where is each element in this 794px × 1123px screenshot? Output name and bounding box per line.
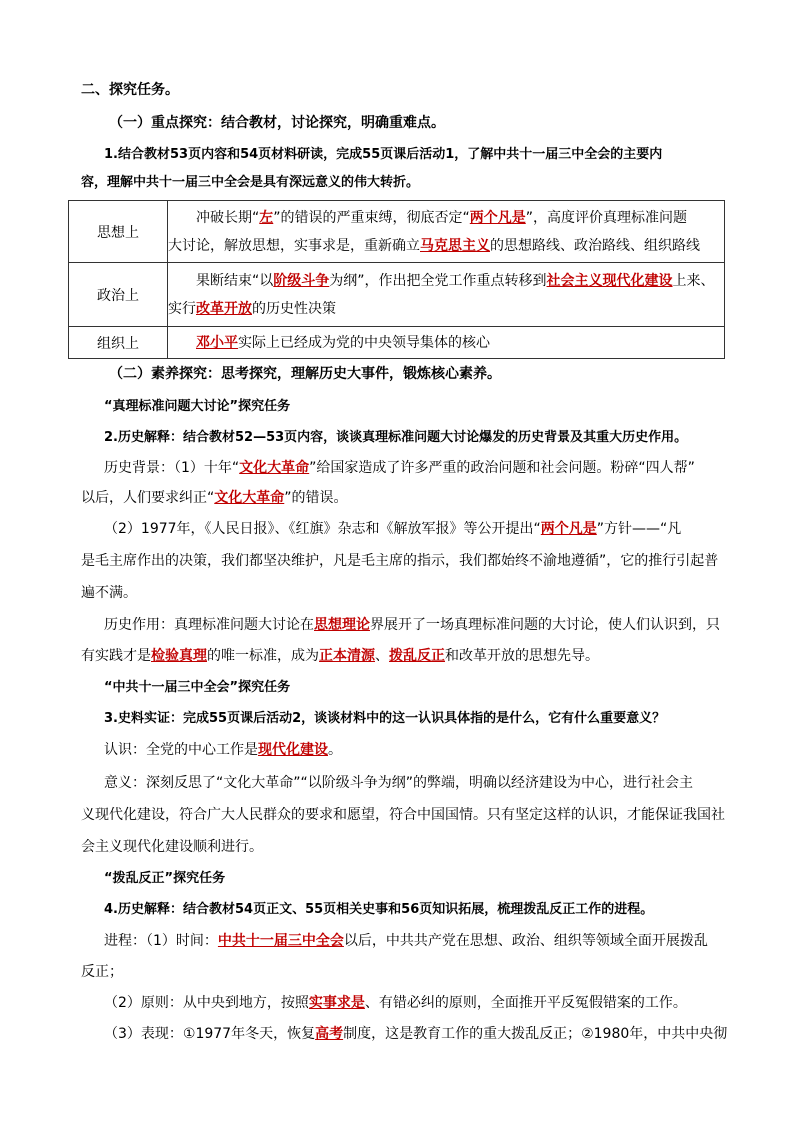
keyword: 两个凡是 (469, 209, 526, 226)
q4-title: 4.历史解释：结合教材54页正文、55页相关史事和56页知识拓展，梳理拨乱反正工作的进程。 (104, 902, 654, 917)
keyword: 拨乱反正 (389, 648, 445, 664)
q2-point2-line2: 是毛主席作出的决策，我们都坚决维护，凡是毛主席的指示，我们都始终不渝地遵循”，它的推行引起普 (81, 553, 719, 569)
row-content: 冲破长期“左”的错误的严重束缚，彻底否定“两个凡是”，高度评价真理标准问题 大讨论，解放思想，实事求是，重新确立马克思主义的思想路线、政治路线、组织路线 (168, 201, 725, 263)
task3-title: “拨乱反正”探究任务 (104, 871, 226, 886)
keyword: 正本清源 (319, 648, 375, 664)
keyword: 现代化建设 (258, 742, 328, 758)
q2-background-line1: 历史背景：（1）十年“文化大革命”给国家造成了许多严重的政治问题和社会问题。粉碎“四人帮” (104, 460, 695, 476)
q2-background-line2: 以后，人们要求纠正“文化大革命”的错误。 (81, 490, 348, 506)
q1-line1: 1.结合教材53页内容和54页材料研读，完成55页课后活动1，了解中共十一届三中全会的主要内 (104, 147, 663, 162)
q3-recognition: 认识：全党的中心工作是现代化建设。 (104, 742, 342, 758)
q2-effect-line2: 有实践才是检验真理的唯一标准，成为正本清源、拨乱反正和改革开放的思想先导。 (81, 648, 599, 664)
keyword: 文化大革命 (214, 490, 285, 506)
row-label: 组织上 (69, 327, 168, 359)
keyword: 改革开放 (196, 300, 252, 317)
table-row (69, 263, 725, 327)
part2-title: （二）素养探究：思考探究，理解历史大事件，锻炼核心素养。 (109, 366, 501, 382)
summary-table (68, 200, 725, 359)
keyword: 两个凡是 (540, 521, 597, 537)
q4-manifestation: （3）表现：①1977年冬天，恢复高考制度，这是教育工作的重大拨乱反正；②1980年，中共中央彻 (104, 1026, 728, 1042)
row-label: 思想上 (69, 201, 168, 263)
keyword: 思想理论 (314, 617, 370, 633)
row-label: 政治上 (69, 263, 168, 327)
row-content: 果断结束“以阶级斗争为纲”，作出把全党工作重点转移到社会主义现代化建设上来、 实行改革开放的历史性决策 (168, 263, 725, 327)
q3-title: 3.史料实证：完成55页课后活动2，谈谈材料中的这一认识具体指的是什么，它有什么重要意义？ (104, 711, 666, 726)
part1-title: （一）重点探究：结合教材，讨论探究，明确重难点。 (109, 115, 445, 131)
q4-principle: （2）原则：从中央到地方，按照实事求是、有错必纠的原则，全面推开平反冤假错案的工作。 (104, 995, 687, 1011)
table-row (69, 201, 725, 263)
q4-process-line1: 进程：（1）时间：中共十一届三中全会以后，中共共产党在思想、政治、组织等领域全面开展拨乱 (104, 933, 708, 949)
keyword: 左 (259, 209, 274, 226)
keyword: 马克思主义 (420, 237, 490, 254)
keyword: 高考 (315, 1026, 344, 1042)
keyword: 邓小平 (196, 334, 238, 351)
q3-significance-line1: 意义：深刻反思了“文化大革命”“以阶级斗争为纲”的弊端，明确以经济建设为中心，进行社会主 (104, 775, 694, 791)
q2-effect-line1: 历史作用：真理标准问题大讨论在思想理论界展开了一场真理标准问题的大讨论，使人们认识到，只 (104, 617, 720, 633)
keyword: 实事求是 (308, 995, 365, 1011)
q3-significance-line3: 会主义现代化建设顺利进行。 (81, 839, 263, 855)
task1-title: “真理标准问题大讨论”探究任务 (104, 399, 291, 414)
keyword: 文化大革命 (239, 460, 310, 476)
section-title: 二、探究任务。 (81, 82, 179, 98)
q3-significance-line2: 义现代化建设，符合广大人民群众的要求和愿望，符合中国国情。只有坚定这样的认识，才能保证我国社 (81, 807, 725, 823)
keyword: 中共十一届三中全会 (217, 933, 344, 949)
table-row (69, 327, 725, 359)
q2-title: 2.历史解释：结合教材52—53页内容，谈谈真理标准问题大讨论爆发的历史背景及其重大历史作用。 (104, 430, 688, 445)
keyword: 阶级斗争 (273, 272, 330, 289)
q1-line2: 容，理解中共十一届三中全会是具有深远意义的伟大转折。 (81, 175, 420, 190)
keyword: 社会主义现代化建设 (546, 272, 673, 289)
keyword: 检验真理 (151, 648, 207, 664)
q2-point2-line1: （2）1977年，《人民日报》、《红旗》杂志和《解放军报》等公开提出“两个凡是”方针——“凡 (104, 521, 682, 537)
q2-point2-line3: 遍不满。 (81, 585, 137, 601)
q4-process-line2: 反正； (81, 964, 123, 980)
row-content: 邓小平实际上已经成为党的中央领导集体的核心 (168, 327, 725, 359)
task2-title: “中共十一届三中全会”探究任务 (104, 680, 291, 695)
